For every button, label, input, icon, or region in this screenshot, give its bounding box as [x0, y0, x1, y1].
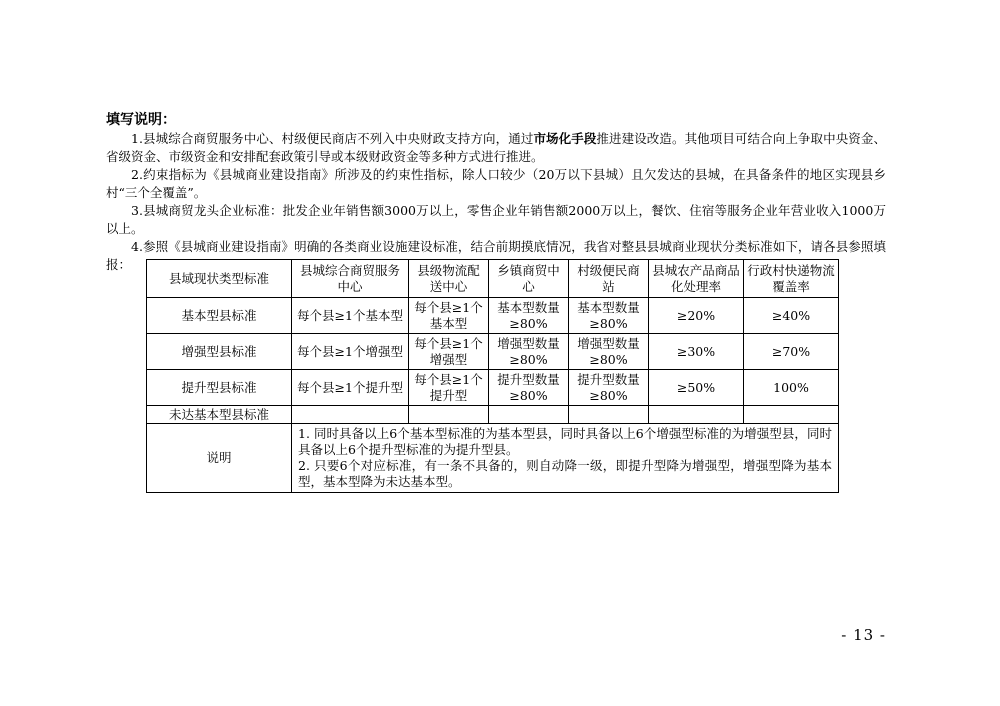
note-4-text: 4.参照《县城商业建设指南》明确的各类商业设施建设标准，结合前期摸底情况，我省对整县县城商业现状分类标准如下，请各县参照填报： — [106, 239, 886, 272]
table-row-enhanced — [147, 334, 839, 370]
classification-standards-table — [146, 259, 839, 493]
table-row-upgraded — [147, 370, 839, 406]
table-cell: 100% — [744, 370, 839, 406]
table-cell: ≥70% — [744, 334, 839, 370]
row-label: 增强型县标准 — [147, 334, 292, 370]
instructions-heading: 填写说明： — [106, 112, 176, 128]
table-cell: 基本型数量≥80% — [569, 298, 649, 334]
note-1-text: 1.县城综合商贸服务中心、村级便民商店不列入中央财政支持方向，通过 — [131, 131, 534, 146]
table-cell — [569, 406, 649, 424]
table-cell: 提升型数量≥80% — [489, 370, 569, 406]
header-cell: 县城农产品商品化处理率 — [649, 260, 744, 298]
remark-item-2: 2. 只要6个对应标准，有一条不具备的，则自动降一级，即提升型降为增强型，增强型降为基本型，基本型降为未达基本型。 — [298, 458, 832, 489]
header-cell: 县城综合商贸服务中心 — [292, 260, 409, 298]
row-label: 基本型县标准 — [147, 298, 292, 334]
table-cell: ≥50% — [649, 370, 744, 406]
header-cell: 村级便民商站 — [569, 260, 649, 298]
table-cell: 增强型数量≥80% — [489, 334, 569, 370]
header-cell: 乡镇商贸中心 — [489, 260, 569, 298]
table-cell — [744, 406, 839, 424]
table-cell: ≥30% — [649, 334, 744, 370]
table-cell: 每个县≥1个基本型 — [409, 298, 489, 334]
table-cell — [409, 406, 489, 424]
table-cell — [489, 406, 569, 424]
note-3-text: 3.县城商贸龙头企业标准：批发企业年销售额3000万以上，零售企业年销售额2000万以上，餐饮、住宿等服务企业年营业收入1000万以上。 — [106, 203, 886, 236]
note-item-2 — [106, 166, 886, 202]
header-cell: 县级物流配送中心 — [409, 260, 489, 298]
table-cell: 提升型数量≥80% — [569, 370, 649, 406]
remark-item-1: 1. 同时具备以上6个基本型标准的为基本型县，同时具备以上6个增强型标准的为增强型县，同时具备以上6个提升型标准的为提升型县。 — [298, 426, 832, 457]
row-label: 未达基本型县标准 — [147, 406, 292, 424]
note-1-text-rest: 推进建设改造。其他项目可结合向上争取中央资金、省级资金、市级资金和安排配套政策引导或本级财政资金等多种方式进行推进。 — [106, 131, 886, 164]
table-cell: 增强型数量≥80% — [569, 334, 649, 370]
header-cell: 行政村快递物流覆盖率 — [744, 260, 839, 298]
note-2-text: 2.约束指标为《县城商业建设指南》所涉及的约束性指标，除人口较少（20万以下县城）且欠发达的县城，在具备条件的地区实现县乡村“三个全覆盖”。 — [106, 167, 886, 200]
note-item-1 — [106, 130, 886, 166]
table-cell: ≥40% — [744, 298, 839, 334]
table-cell — [292, 406, 409, 424]
table-cell — [649, 406, 744, 424]
table-row-remarks — [147, 424, 839, 493]
note-item-3 — [106, 202, 886, 238]
remark-cell — [292, 424, 839, 493]
table-cell: ≥20% — [649, 298, 744, 334]
table-row-basic — [147, 298, 839, 334]
instructions-notes — [106, 130, 886, 274]
note-1-highlight: 市场化手段 — [533, 131, 597, 146]
table-cell: 每个县≥1个提升型 — [292, 370, 409, 406]
table-cell: 基本型数量≥80% — [489, 298, 569, 334]
table-cell: 每个县≥1个提升型 — [409, 370, 489, 406]
table-header-row — [147, 260, 839, 298]
table-cell: 每个县≥1个增强型 — [409, 334, 489, 370]
row-label: 提升型县标准 — [147, 370, 292, 406]
page-number: - 13 - — [841, 626, 886, 644]
table-row-below-basic — [147, 406, 839, 424]
header-cell: 县域现状类型标准 — [147, 260, 292, 298]
table-cell: 每个县≥1个基本型 — [292, 298, 409, 334]
remark-label: 说明 — [147, 424, 292, 493]
table-cell: 每个县≥1个增强型 — [292, 334, 409, 370]
